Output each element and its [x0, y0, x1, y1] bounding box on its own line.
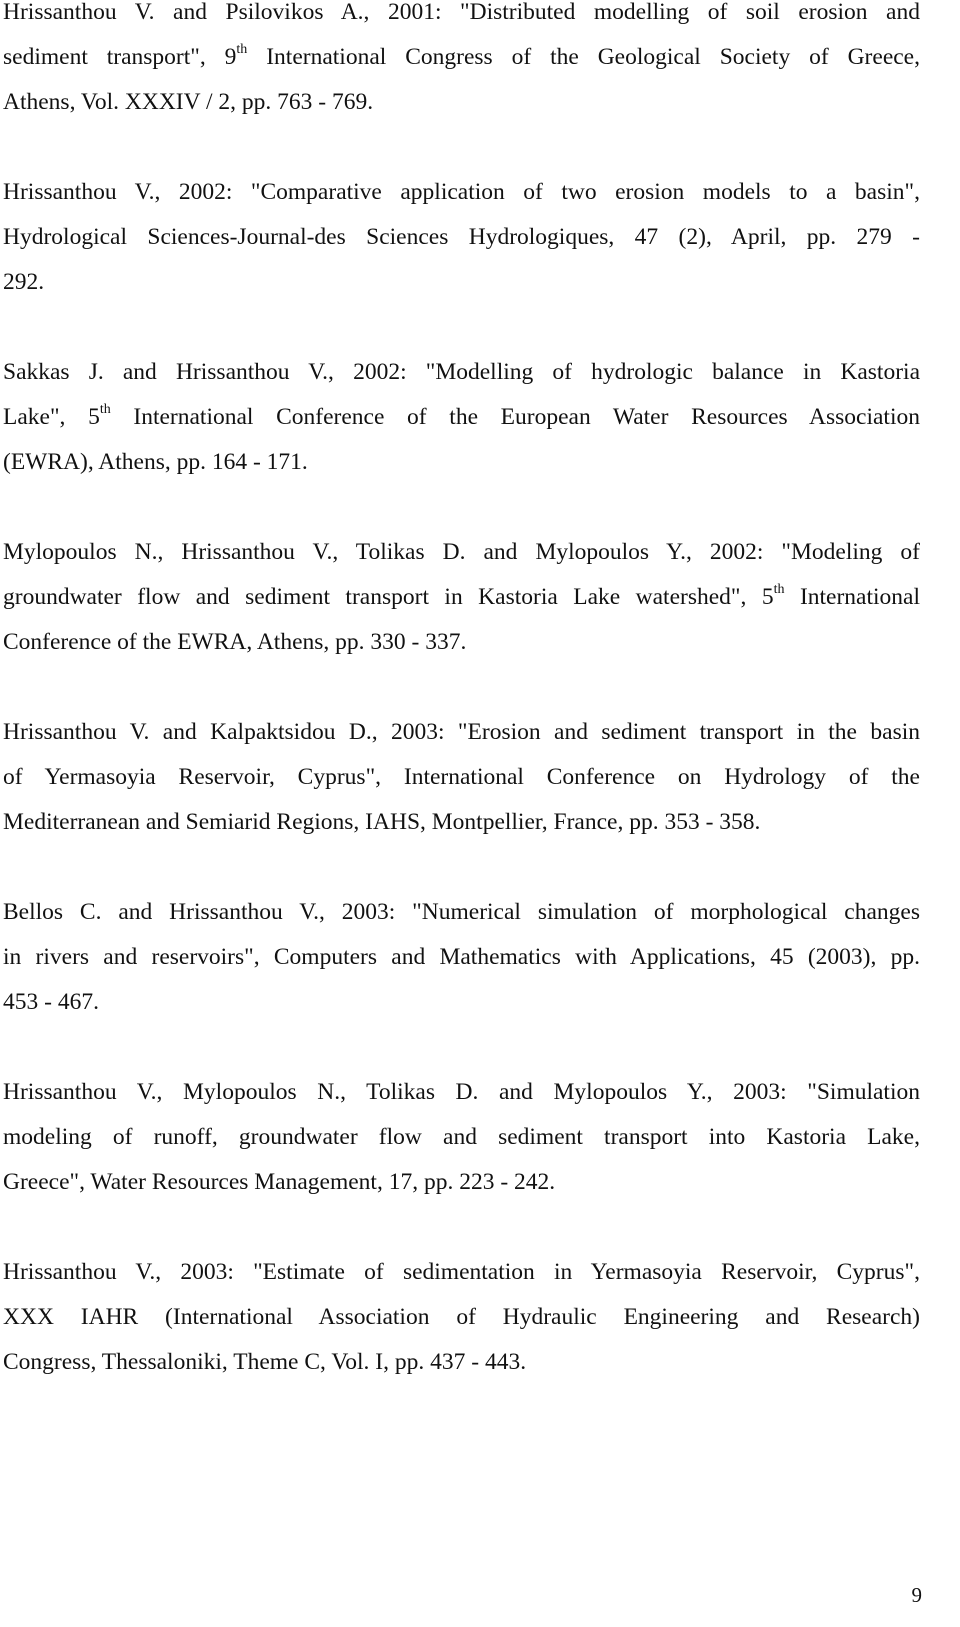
- reference-entry: [3, 530, 920, 665]
- reference-line: Athens, Vol. XXXIV / 2, pp. 763 - 769.: [3, 89, 374, 115]
- ordinal-superscript: th: [236, 42, 248, 58]
- reference-line: Congress, Thessaloniki, Theme C, Vol. I, pp. 437 - 443.: [3, 1349, 527, 1375]
- reference-line: Hrissanthou V., Mylopoulos N., Tolikas D. and Mylopoulos Y., 2003: "Simulation: [3, 1079, 920, 1105]
- reference-line: Mediterranean and Semiarid Regions, IAHS, Montpellier, France, pp. 353 - 358.: [3, 809, 761, 835]
- ordinal-superscript: th: [773, 582, 785, 598]
- reference-line: modeling of runoff, groundwater flow and sediment transport into Kastoria Lake,: [3, 1124, 920, 1150]
- reference-text: International Conference of the European Water Resources Association: [110, 404, 920, 430]
- reference-line: Greece", Water Resources Management, 17, pp. 223 - 242.: [3, 1169, 556, 1195]
- reference-entry: [3, 710, 920, 845]
- reference-entry: [3, 890, 920, 1025]
- reference-line: Hrissanthou V., 2002: "Comparative application of two erosion models to a basin",: [3, 179, 920, 205]
- reference-line: Bellos C. and Hrissanthou V., 2003: "Numerical simulation of morphological changes: [3, 899, 920, 925]
- reference-text: International: [784, 584, 920, 610]
- reference-line: of Yermasoyia Reservoir, Cyprus", International Conference on Hydrology of the: [3, 764, 920, 790]
- reference-line: Sakkas J. and Hrissanthou V., 2002: "Modelling of hydrologic balance in Kastoria: [3, 359, 920, 385]
- reference-line: 292.: [3, 269, 45, 295]
- reference-line: [3, 35, 920, 80]
- reference-line: Hrissanthou V., 2003: "Estimate of sedimentation in Yermasoyia Reservoir, Cyprus",: [3, 1259, 920, 1285]
- page-number: 9: [911, 1583, 922, 1607]
- reference-text: groundwater flow and sediment transport in Kastoria Lake watershed", 5: [3, 584, 774, 610]
- reference-text: sediment transport", 9: [3, 44, 237, 70]
- reference-line: Hydrological Sciences-Journal-des Sciences Hydrologiques, 47 (2), April, pp. 279 -: [3, 224, 920, 250]
- reference-line: [3, 575, 920, 620]
- reference-entry: [3, 1250, 920, 1385]
- reference-entry: [3, 350, 920, 485]
- reference-line: Hrissanthou V. and Psilovikos A., 2001: "Distributed modelling of soil erosion and: [3, 0, 920, 25]
- reference-entry: [3, 1070, 920, 1205]
- reference-line: in rivers and reservoirs", Computers and Mathematics with Applications, 45 (2003), pp.: [3, 944, 920, 970]
- reference-line: (EWRA), Athens, pp. 164 - 171.: [3, 449, 308, 475]
- reference-line: Conference of the EWRA, Athens, pp. 330 - 337.: [3, 629, 467, 655]
- reference-line: 453 - 467.: [3, 989, 99, 1015]
- ordinal-superscript: th: [99, 402, 111, 418]
- reference-line: [3, 395, 920, 440]
- reference-entry: [3, 0, 920, 125]
- reference-entry: [3, 170, 920, 305]
- reference-line: XXX IAHR (International Association of Hydraulic Engineering and Research): [3, 1304, 920, 1330]
- reference-list: [3, 0, 920, 1430]
- reference-text: Lake", 5: [3, 404, 100, 430]
- reference-text: International Congress of the Geological Society of Greece,: [247, 44, 920, 70]
- reference-line: Mylopoulos N., Hrissanthou V., Tolikas D. and Mylopoulos Y., 2002: "Modeling of: [3, 539, 920, 565]
- reference-line: Hrissanthou V. and Kalpaktsidou D., 2003: "Erosion and sediment transport in the basin: [3, 719, 920, 745]
